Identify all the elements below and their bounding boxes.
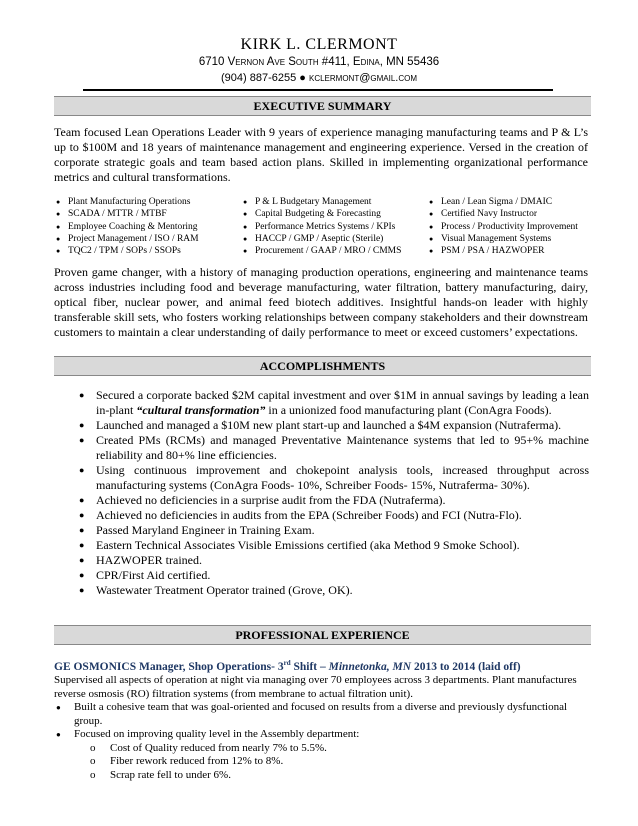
header-divider [83, 89, 553, 91]
accomplishment-emphasis: “cultural transformation” [136, 403, 266, 417]
skills-column-1 [54, 196, 199, 257]
accomplishment-item [77, 388, 589, 418]
skill-item: ● Process / Productivity Improvement [427, 221, 578, 233]
executive-summary-heading: EXECUTIVE SUMMARY [54, 96, 591, 116]
skill-item: ● TQC2 / TPM / SOPs / SSOPs [54, 245, 199, 257]
skill-item: ● Project Management / ISO / RAM [54, 233, 199, 245]
job-bullet-text: Focused on improving quality level in the Assembly department: [74, 728, 360, 741]
accomplishment-item: ● Achieved no deficiencies in a surprise audit from the FDA (Nutraferma). [77, 493, 589, 508]
skill-item: ● HACCP / GMP / Aseptic (Sterile) [241, 233, 401, 245]
accomplishments-list [77, 388, 589, 598]
job-dates: 2013 to 2014 (laid off) [411, 660, 521, 673]
job-sub-bullet: o Cost of Quality reduced from nearly 7% to 5.5%. [90, 742, 594, 756]
job-entry [54, 657, 594, 782]
accomplishment-item: ● Wastewater Treatment Operator trained (Grove, OK). [77, 583, 589, 598]
skill-item: ● Procurement / GAAP / MRO / CMMS [241, 245, 401, 257]
job-summary: Supervised all aspects of operation at night via managing over 70 employees across 3 departments. Plant manufactures reverse osmosis (RO) filtration systems (from membrane to actual filtration unit). [54, 674, 577, 700]
job-sub-bullet: o Fiber rework reduced from 12% to 8%. [90, 755, 594, 769]
accomplishment-item: ● Created PMs (RCMs) and managed Preventative Maintenance systems that led to 95+% machine reliability and 80+% line efficiencies. [77, 433, 589, 463]
accomplishment-item: ● Launched and managed a $10M new plant start-up and launched a $4M expansion (Nutraferma). [77, 418, 589, 433]
accomplishment-item: ● Eastern Technical Associates Visible Emissions certified (aka Method 9 Smoke School). [77, 538, 589, 553]
resume-name: KIRK L. CLERMONT [240, 36, 398, 53]
job-title [54, 657, 594, 674]
address-line: 6710 Vernon Ave South #411, Edina, MN 55436 [198, 56, 440, 68]
skill-item: ● Performance Metrics Systems / KPIs [241, 221, 401, 233]
contact-line: (904) 887-6255 ● kclermont@gmail.com [221, 72, 417, 84]
skill-item: ● SCADA / MTTR / MTBF [54, 208, 199, 220]
skills-column-3 [427, 196, 578, 257]
accomplishments-heading: ACCOMPLISHMENTS [54, 356, 591, 376]
accomplishment-item: ● CPR/First Aid certified. [77, 568, 589, 583]
job-location: Minnetonka, MN [328, 660, 412, 673]
accomplishment-item: ● HAZWOPER trained. [77, 553, 589, 568]
job-title-superscript: rd [283, 659, 291, 667]
skills-column-2 [241, 196, 401, 257]
experience-heading: PROFESSIONAL EXPERIENCE [54, 625, 591, 645]
summary-closing: Proven game changer, with a history of managing production operations, engineering and maintenance teams across industries including food and beverage manufacturing, water filtration, battery manufacturing, dairy, optical fiber, nuclear power, and animal feed biotech additives. Insightful hands-on leader with highly transferable skill sets, who fosters working relationships between company stakeholders and their downstream customers to maintain a clear understanding of daily performance to meet or exceed customers’ expectations. [54, 265, 588, 339]
job-sub-bullet: o Scrap rate fell to under 6%. [90, 769, 594, 783]
accomplishment-text: Secured a corporate backed $2M capital investment and over $1M in annual savings by leading a lean in-plant [96, 388, 589, 417]
skill-item: ● Certified Navy Instructor [427, 208, 578, 220]
skill-item: ● Capital Budgeting & Forecasting [241, 208, 401, 220]
skill-item: ● PSM / PSA / HAZWOPER [427, 245, 578, 257]
job-shift: Shift – [290, 660, 329, 673]
skill-item: ● Lean / Lean Sigma / DMAIC [427, 196, 578, 208]
accomplishment-text: in a unionized food manufacturing plant (ConAgra Foods). [265, 403, 552, 417]
accomplishment-item: ● Using continuous improvement and chokepoint analysis tools, increased throughput across manufacturing systems (ConAgra Foods- 10%, Schreiber Foods- 15%, Nutraferma- 30%). [77, 463, 589, 493]
skill-item: ● Visual Management Systems [427, 233, 578, 245]
skill-item: ● Employee Coaching & Mentoring [54, 221, 199, 233]
job-bullet: ● Built a cohesive team that was goal-oriented and focused on results from a diverse and previously dysfunctional group. [54, 701, 594, 728]
accomplishment-item: ● Achieved no deficiencies in audits from the EPA (Schreiber Foods) and FCI (Nutra-Flo). [77, 508, 589, 523]
job-title-text: GE OSMONICS Manager, Shop Operations- 3 [54, 660, 284, 673]
summary-intro: Team focused Lean Operations Leader with 9 years of experience managing manufacturing teams and P & L’s up to $100M and 18 years of maintenance management and engineering experience. Versed in the creation of corporate strategic goals and team based action plans. Skilled in implementing organizational performance metrics and cultural transformations. [54, 125, 588, 184]
job-bullet [54, 728, 594, 782]
skill-item: ● Plant Manufacturing Operations [54, 196, 199, 208]
accomplishment-item: ● Passed Maryland Engineer in Training Exam. [77, 523, 589, 538]
skill-item: ● P & L Budgetary Management [241, 196, 401, 208]
